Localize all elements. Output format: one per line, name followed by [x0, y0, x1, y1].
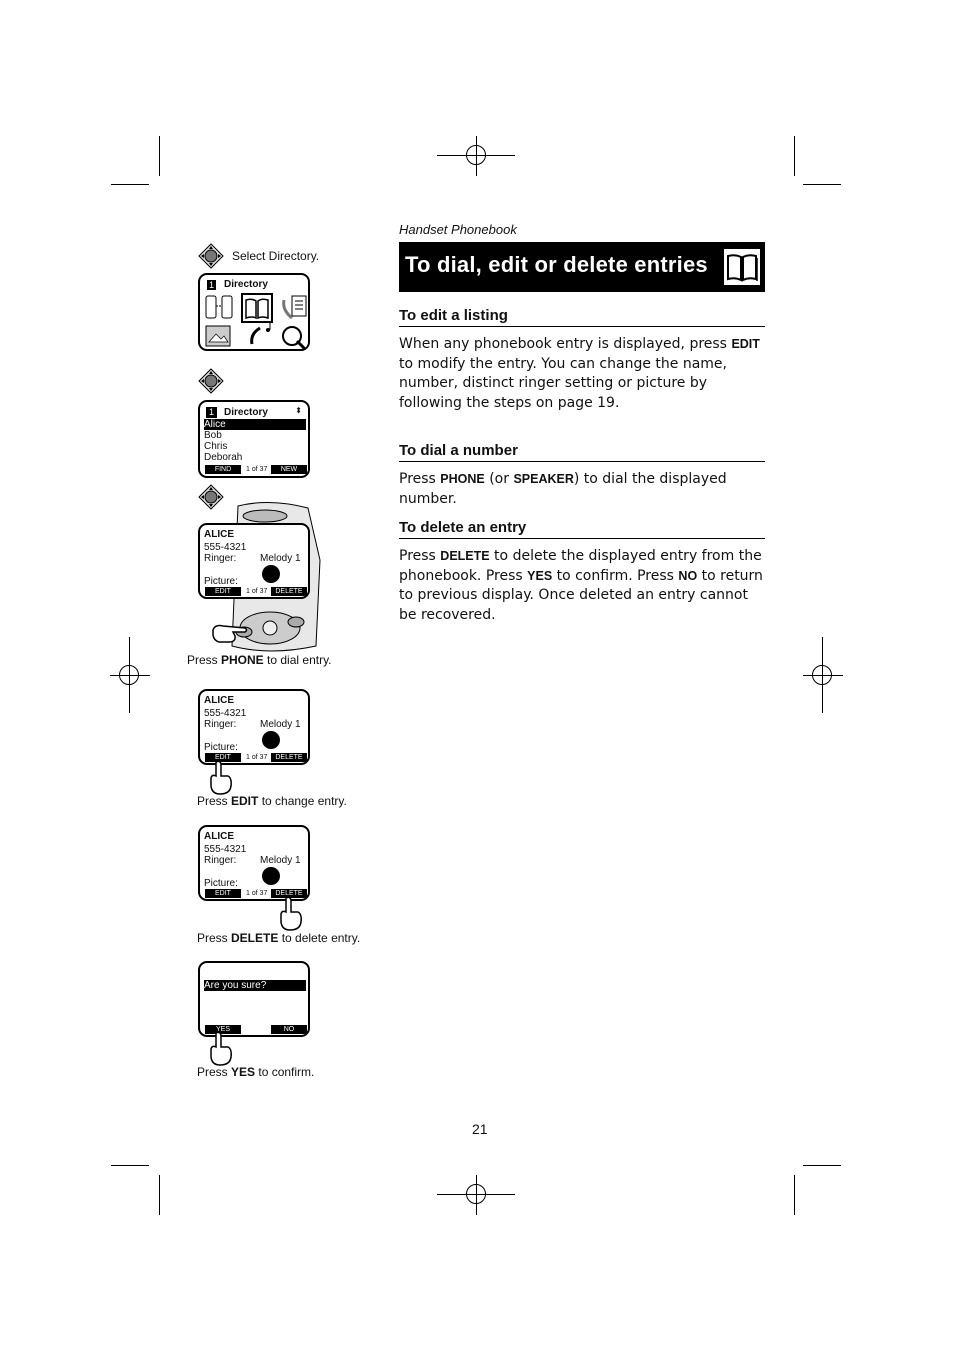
entry-screen	[198, 825, 310, 901]
title-bar	[399, 242, 765, 292]
dial-heading: To dial a number	[399, 442, 765, 462]
ringer-label: Ringer:	[204, 719, 237, 730]
settings-icon	[283, 327, 305, 349]
scroll-arrows-icon: ⬍	[295, 406, 302, 415]
entry-number: 555-4321	[204, 708, 247, 719]
picture-icon	[206, 326, 230, 346]
entry-number: 555-4321	[204, 542, 247, 553]
yes-softkey[interactable]: YES	[205, 1025, 241, 1034]
directory-book-icon	[242, 294, 272, 322]
entry-number: 555-4321	[204, 844, 247, 855]
delete-heading: To delete an entry	[399, 519, 765, 539]
section-header: Handset Phonebook	[399, 222, 517, 237]
pager: 1 of 37	[246, 588, 268, 595]
pointing-hand-icon	[211, 620, 249, 646]
picture-thumbnail	[262, 867, 280, 885]
find-softkey[interactable]: FIND	[205, 465, 241, 474]
new-softkey[interactable]: NEW	[271, 465, 307, 474]
directory-list-screen	[198, 400, 310, 478]
picture-thumbnail	[262, 731, 280, 749]
edit-softkey[interactable]: EDIT	[205, 753, 241, 762]
edit-softkey[interactable]: EDIT	[205, 889, 241, 898]
call-log-icon	[284, 296, 306, 318]
entry-name: ALICE	[204, 831, 234, 842]
edit-paragraph: When any phonebook entry is displayed, press EDIT to modify the entry. You can change the name, number, distinct ringer setting or picture by following the steps on page 19.	[399, 336, 760, 411]
picture-label: Picture:	[204, 878, 238, 889]
delete-softkey[interactable]: DELETE	[271, 587, 307, 596]
pager: 1 of 37	[246, 754, 268, 761]
list-item[interactable]: Deborah	[204, 452, 243, 463]
page-title: To dial, edit or delete entries	[405, 252, 708, 277]
nav-key-icon	[198, 368, 224, 394]
nav-key-icon	[198, 243, 224, 269]
entry-screen	[198, 689, 310, 765]
yes-caption: Press YES to confirm.	[197, 1065, 315, 1079]
menu-title: Directory	[224, 279, 268, 290]
edit-caption: Press EDIT to change entry.	[197, 794, 347, 808]
entry-name: ALICE	[204, 529, 234, 540]
entry-screen	[198, 523, 310, 599]
menu-screen	[198, 273, 310, 351]
pointing-hand-icon	[276, 896, 304, 932]
pager: 1 of 37	[246, 890, 268, 897]
confirm-screen	[198, 961, 310, 1037]
phone-caption: Press PHONE to dial entry.	[187, 653, 332, 667]
pointing-hand-icon	[206, 760, 234, 796]
select-directory-caption: Select Directory.	[232, 249, 320, 263]
delete-paragraph: Press DELETE to delete the displayed entry from the phonebook. Press YES to confirm. Press NO to return to previous display. Once deleted an entry cannot be recovered.	[399, 548, 763, 623]
picture-thumbnail	[262, 565, 280, 583]
list-number: 1	[206, 407, 217, 418]
ringer-value: Melody 1	[260, 553, 301, 564]
list-item[interactable]: Chris	[204, 441, 228, 452]
edit-softkey[interactable]: EDIT	[205, 587, 241, 596]
edit-heading: To edit a listing	[399, 307, 765, 327]
ringer-label: Ringer:	[204, 553, 237, 564]
page-number: 21	[472, 1121, 488, 1137]
book-icon	[723, 248, 761, 286]
picture-label: Picture:	[204, 742, 238, 753]
no-softkey[interactable]: NO	[271, 1025, 307, 1034]
list-item[interactable]: Alice	[204, 419, 306, 430]
ringer-icon	[252, 322, 270, 344]
handsets-icon	[206, 296, 232, 318]
dial-paragraph: Press PHONE (or SPEAKER) to dial the displayed number.	[399, 471, 727, 507]
entry-name: ALICE	[204, 695, 234, 706]
list-item[interactable]: Bob	[204, 430, 222, 441]
menu-icons	[204, 292, 308, 350]
list-title: Directory	[224, 407, 268, 418]
picture-label: Picture:	[204, 576, 238, 587]
delete-softkey[interactable]: DELETE	[271, 889, 307, 898]
delete-softkey[interactable]: DELETE	[271, 753, 307, 762]
ringer-value: Melody 1	[260, 719, 301, 730]
pager: 1 of 37	[246, 466, 268, 473]
confirm-prompt: Are you sure?	[204, 980, 306, 991]
ringer-label: Ringer:	[204, 855, 237, 866]
delete-caption: Press DELETE to delete entry.	[197, 931, 361, 945]
menu-number: 1	[208, 280, 214, 290]
pointing-hand-icon	[206, 1031, 234, 1067]
ringer-value: Melody 1	[260, 855, 301, 866]
